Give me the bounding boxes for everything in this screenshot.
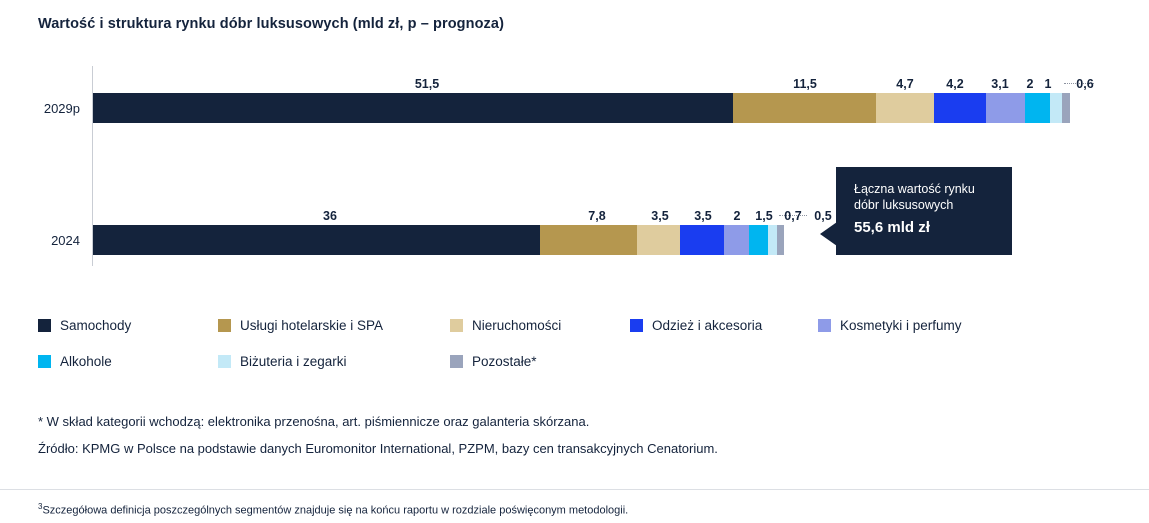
bar-segment-uslugi-hotelarskie-2024 — [540, 225, 637, 255]
total-value-callout — [836, 167, 1012, 255]
legend-item-bizuteria — [218, 354, 347, 369]
legend-item-samochody — [38, 318, 131, 333]
bar-segment-alkohole-2024 — [749, 225, 768, 255]
bar-segment-uslugi-hotelarskie-2029p — [733, 93, 876, 123]
value-label-nieruchomosci-2029p: 4,7 — [896, 77, 914, 91]
value-label-samochody-2029p: 51,5 — [414, 77, 440, 91]
value-label-alkohole-2024: 1,5 — [755, 209, 773, 223]
legend-swatch-kosmetyki — [818, 319, 831, 332]
bar-segment-nieruchomosci-2024 — [637, 225, 680, 255]
footer-note-marker: 3 — [38, 502, 43, 511]
value-label-alkohole-2029p: 2 — [1026, 77, 1034, 91]
legend-label-bizuteria: Biżuteria i zegarki — [240, 354, 347, 369]
bar-segment-kosmetyki-2029p — [986, 93, 1025, 123]
legend-item-nieruchomosci — [450, 318, 561, 333]
value-label-bizuteria-2024: 0,7 — [784, 209, 802, 223]
callout-total-value: 55,6 mld zł — [854, 219, 930, 236]
footnote-source: Źródło: KPMG w Polsce na podstawie danych Euromonitor International, PZPM, bazy cen transakcyjnych Cenatorium. — [38, 441, 718, 456]
footer-divider — [0, 489, 1149, 490]
bar-segment-samochody-2024 — [93, 225, 540, 255]
value-label-nieruchomosci-2024: 3,5 — [651, 209, 669, 223]
bar-segment-bizuteria-2029p — [1050, 93, 1062, 123]
value-label-kosmetyki-2024: 2 — [733, 209, 741, 223]
legend-item-odziez — [630, 318, 762, 333]
footer-note — [38, 502, 628, 517]
bar-segment-pozostale-2029p — [1062, 93, 1070, 123]
legend-label-pozostale: Pozostałe* — [472, 354, 537, 369]
axis-label-2024: 2024 — [51, 233, 80, 248]
callout-pointer — [820, 222, 837, 246]
value-label-pozostale-2024: 0,5 — [814, 209, 832, 223]
bar-segment-nieruchomosci-2029p — [876, 93, 934, 123]
value-label-odziez-2024: 3,5 — [694, 209, 712, 223]
legend-label-uslugi-hotelarskie: Usługi hotelarskie i SPA — [240, 318, 384, 333]
legend-label-alkohole: Alkohole — [60, 354, 112, 369]
bar-segment-odziez-2024 — [680, 225, 724, 255]
legend-swatch-nieruchomosci — [450, 319, 463, 332]
value-label-uslugi-2029p: 11,5 — [793, 77, 817, 91]
legend-swatch-pozostale — [450, 355, 463, 368]
legend-row-2 — [38, 354, 1118, 376]
legend-swatch-odziez — [630, 319, 643, 332]
bar-segment-alkohole-2029p — [1025, 93, 1050, 123]
axis-label-2029p: 2029p — [43, 101, 80, 116]
bar-segment-samochody-2029p — [93, 93, 733, 123]
page-title: Wartość i struktura rynku dóbr luksusowych (mld zł, p – prognoza) — [38, 16, 504, 32]
callout-line-1: Łączna wartość rynku — [854, 182, 975, 196]
legend-swatch-bizuteria — [218, 355, 231, 368]
legend-swatch-uslugi-hotelarskie — [218, 319, 231, 332]
value-label-samochody-2024: 36 — [323, 209, 337, 223]
value-label-bizuteria-2029p: 1 — [1044, 77, 1052, 91]
legend-row-1 — [38, 318, 1118, 340]
bar-segment-pozostale-2024 — [777, 225, 784, 255]
bar-segment-odziez-2029p — [934, 93, 986, 123]
legend-swatch-alkohole — [38, 355, 51, 368]
legend-item-uslugi-hotelarskie — [218, 318, 383, 333]
footer-note-text: Szczegółowa definicja poszczególnych segmentów znajduje się na końcu raportu w rozdziale poświęconym metodologii. — [42, 504, 629, 517]
footnote-category-note: * W skład kategorii wchodzą: elektronika przenośna, art. piśmiennicze oraz galanteria skórzana. — [38, 414, 590, 429]
legend-label-nieruchomosci: Nieruchomości — [472, 318, 562, 333]
value-label-pozostale-2029p: 0,6 — [1076, 77, 1094, 91]
legend-swatch-samochody — [38, 319, 51, 332]
value-label-uslugi-2024: 7,8 — [588, 209, 606, 223]
bar-segment-bizuteria-2024 — [768, 225, 777, 255]
legend-label-samochody: Samochody — [60, 318, 132, 333]
value-label-odziez-2029p: 4,2 — [946, 77, 964, 91]
legend-item-pozostale — [450, 354, 537, 369]
value-label-kosmetyki-2029p: 3,1 — [991, 77, 1009, 91]
legend-label-kosmetyki: Kosmetyki i perfumy — [840, 318, 962, 333]
legend-label-odziez: Odzież i akcesoria — [652, 318, 763, 333]
callout-line-2: dóbr luksusowych — [854, 198, 954, 212]
legend-item-alkohole — [38, 354, 112, 369]
legend-item-kosmetyki — [818, 318, 962, 333]
bar-segment-kosmetyki-2024 — [724, 225, 749, 255]
